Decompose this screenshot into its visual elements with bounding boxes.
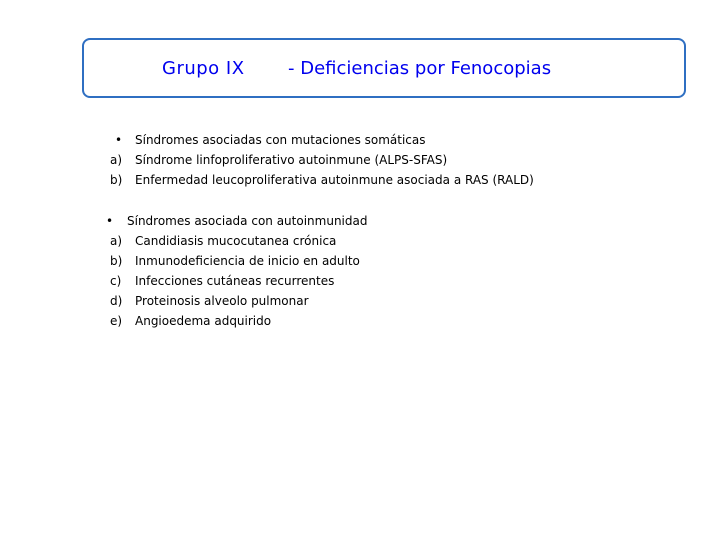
section-heading: Síndromes asociada con autoinmunidad xyxy=(127,214,368,228)
title-subtitle: - Deficiencias por Fenocopias xyxy=(288,58,552,79)
title-group: Grupo IX xyxy=(162,58,245,79)
list-marker: e) xyxy=(110,314,123,328)
list-item-text: Enfermedad leucoproliferativa autoinmune asociada a RAS (RALD) xyxy=(135,173,534,187)
list-item-text: Proteinosis alveolo pulmonar xyxy=(135,294,309,308)
section-heading: Síndromes asociadas con mutaciones somáticas xyxy=(135,133,426,147)
list-marker: a) xyxy=(110,234,123,248)
list-marker: c) xyxy=(110,274,122,288)
list-marker: a) xyxy=(110,153,123,167)
bullet-marker: • xyxy=(106,214,114,228)
list-item-text: Angioedema adquirido xyxy=(135,314,272,328)
list-item-text: Síndrome linfoproliferativo autoinmune (ALPS-SFAS) xyxy=(135,153,448,167)
list-item-text: Inmunodeficiencia de inicio en adulto xyxy=(135,254,360,268)
list-marker: b) xyxy=(110,254,123,268)
title-box xyxy=(82,38,686,98)
list-marker: d) xyxy=(110,294,123,308)
list-marker: b) xyxy=(110,173,123,187)
list-item-text: Candidiasis mucocutanea crónica xyxy=(135,234,337,248)
bullet-marker: • xyxy=(115,133,123,147)
list-item-text: Infecciones cutáneas recurrentes xyxy=(135,274,335,288)
